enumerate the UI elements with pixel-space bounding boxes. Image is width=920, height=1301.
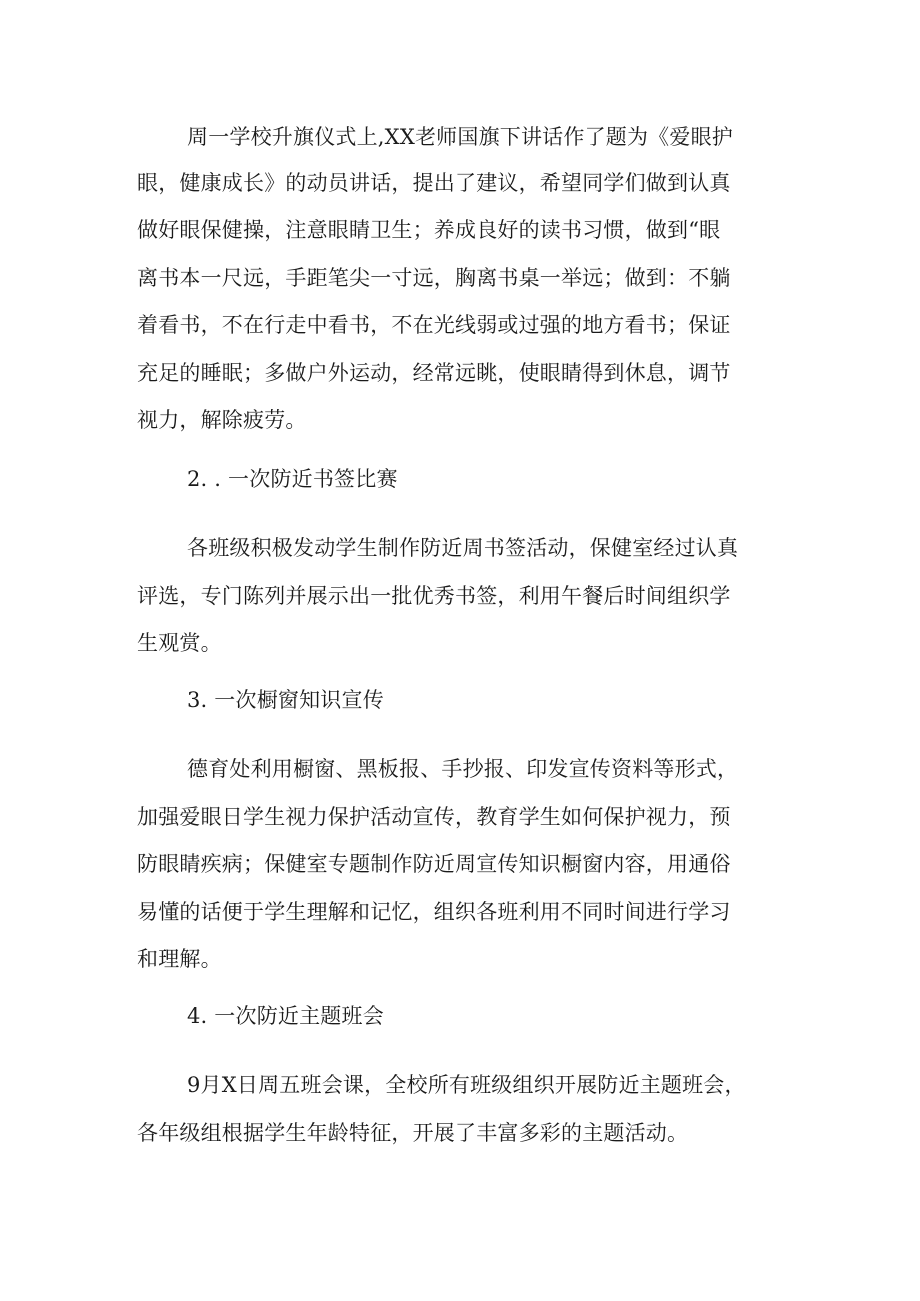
para2-line-1: 各班级积极发动学生制作防近周书签活动，保健室经过认真 xyxy=(187,536,739,560)
para1-line-3: 做好眼保健操，注意眼睛卫生；养成良好的读书习惯，做到“眼 xyxy=(137,218,721,242)
para1-line-4: 离书本一尺远，手距笔尖一寸远，胸离书桌一举远；做到：不躺 xyxy=(137,266,731,290)
para1-line-1: 周一学校升旗仪式上,XX老师国旗下讲话作了题为《爱眼护 xyxy=(187,125,733,149)
section-heading-3: 3. 一次橱窗知识宣传 xyxy=(187,688,384,712)
para4-line-2: 各年级组根据学生年龄特征，开展了丰富多彩的主题活动。 xyxy=(137,1121,689,1145)
para2-line-2: 评选，专门陈列并展示出一批优秀书签，利用午餐后时间组织学 xyxy=(137,584,731,608)
para1-line-5: 着看书，不在行走中看书，不在光线弱或过强的地方看书；保证 xyxy=(137,313,731,337)
para3-line-3: 防眼睛疾病；保健室专题制作防近周宣传知识橱窗内容，用通俗 xyxy=(137,852,731,876)
para3-line-5: 和理解。 xyxy=(137,947,222,971)
section-heading-2: 2. . 一次防近书签比赛 xyxy=(187,467,398,491)
para3-line-1: 德育处利用橱窗、黑板报、手抄报、印发宣传资料等形式， xyxy=(187,757,739,781)
para2-line-3: 生观赏。 xyxy=(137,631,222,655)
para4-line-1: 9月X日周五班会课，全校所有班级组织开展防近主题班会， xyxy=(187,1073,746,1097)
para1-line-6: 充足的睡眠；多做户外运动，经常远眺，使眼睛得到休息，调节 xyxy=(137,361,731,385)
para3-line-2: 加强爱眼日学生视力保护活动宣传，教育学生如何保护视力，预 xyxy=(137,805,731,829)
section-heading-4: 4. 一次防近主题班会 xyxy=(187,1004,384,1028)
para1-line-2: 眼，健康成长》的动员讲话，提出了建议，希望同学们做到认真 xyxy=(137,171,731,195)
para1-line-7: 视力，解除疲劳。 xyxy=(137,408,307,432)
para3-line-4: 易懂的话便于学生理解和记忆，组织各班利用不同时间进行学习 xyxy=(137,900,731,924)
